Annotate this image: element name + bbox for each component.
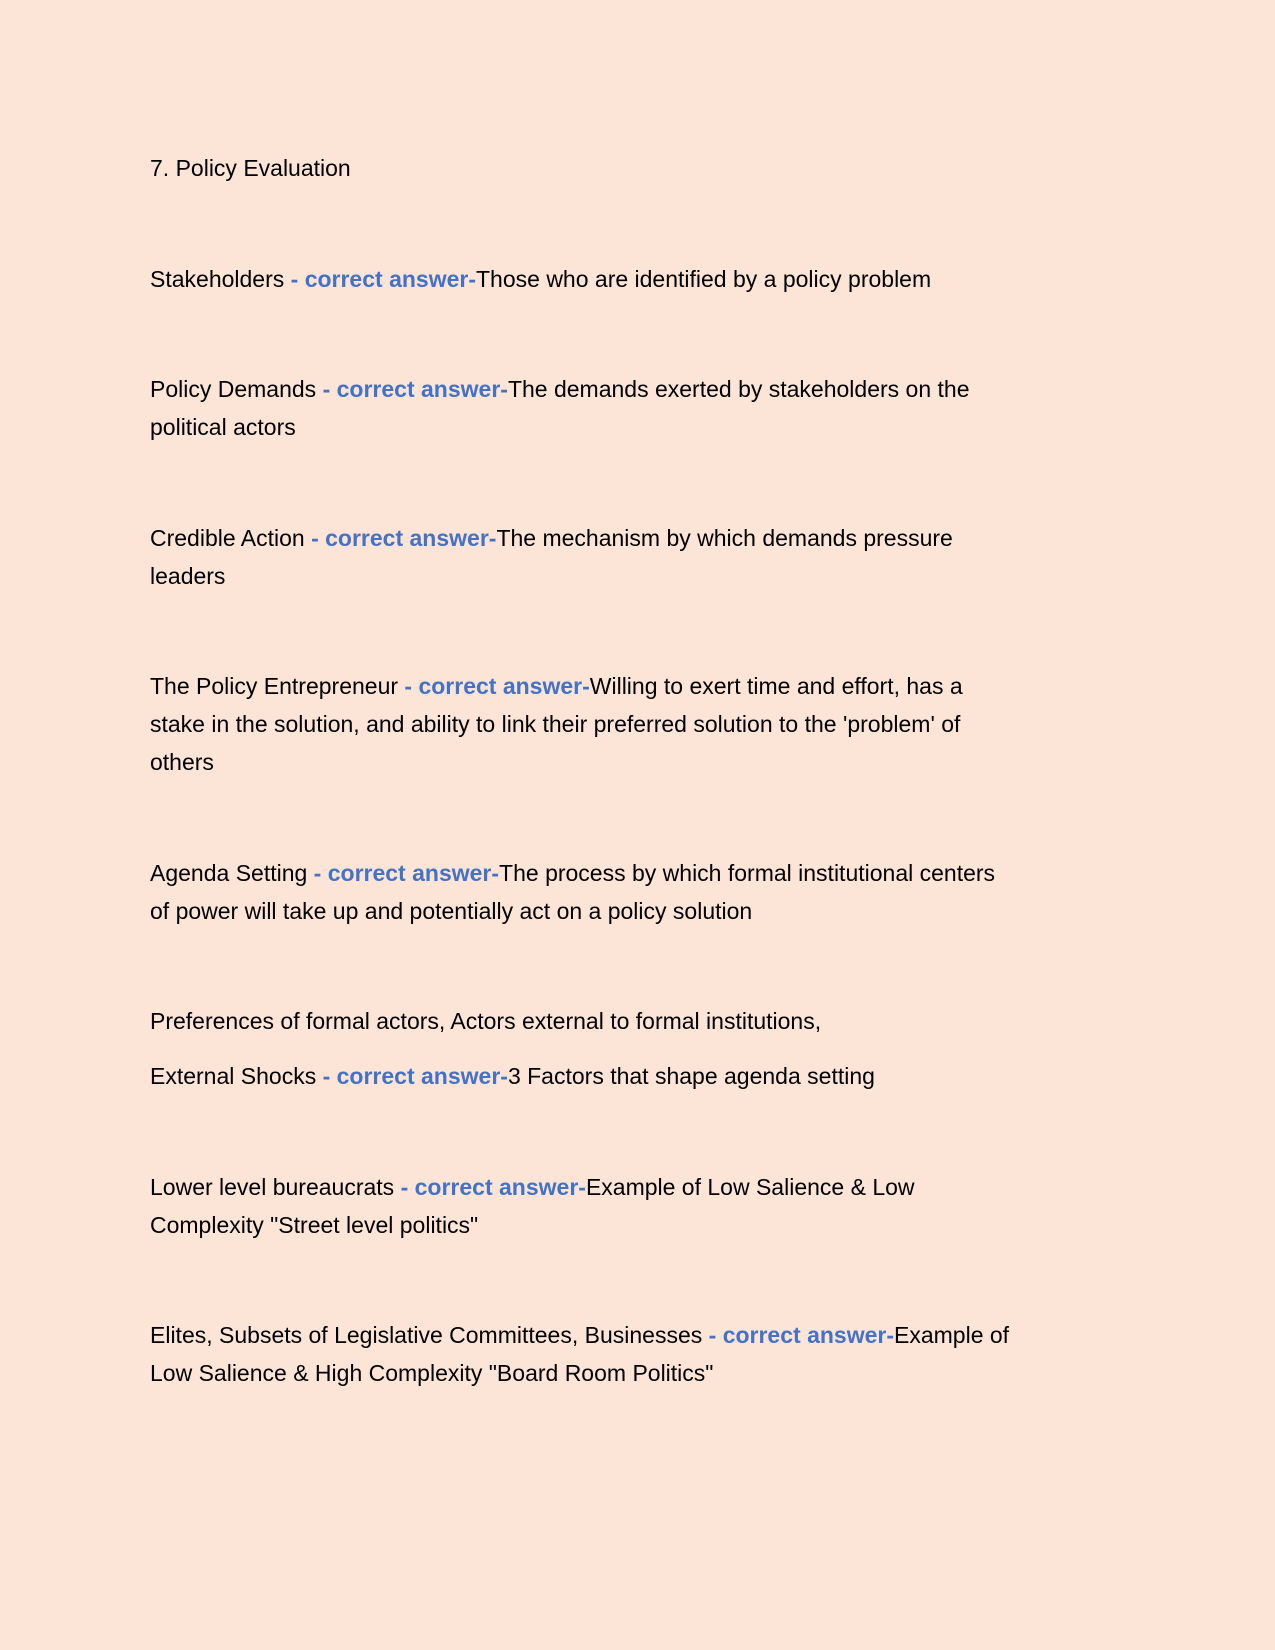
- term: Lower level bureaucrats: [150, 1174, 395, 1200]
- card-credible-action: [150, 519, 953, 595]
- card-policy-demands: [150, 370, 970, 446]
- answer-separator: - correct answer-: [307, 860, 500, 886]
- card-agenda-factors-cont: [150, 1057, 875, 1095]
- answer-separator: - correct answer-: [394, 1174, 586, 1200]
- definition: Those who are identified by a policy problem: [476, 266, 932, 292]
- definition: others: [150, 749, 214, 775]
- card-agenda-factors: [150, 1002, 821, 1040]
- answer-separator: - correct answer-: [702, 1322, 894, 1348]
- term: External Shocks: [150, 1063, 317, 1089]
- definition: stake in the solution, and ability to link their preferred solution to the 'problem' of: [150, 711, 961, 737]
- definition: Willing to exert time and effort, has a: [589, 673, 963, 699]
- term: Preferences of formal actors, Actors external to formal institutions,: [150, 1008, 822, 1034]
- card-stakeholders: [150, 260, 931, 298]
- term: Credible Action: [150, 525, 305, 551]
- definition: The mechanism by which demands pressure: [496, 525, 953, 551]
- term: Elites, Subsets of Legislative Committees, Businesses: [150, 1322, 703, 1348]
- page-title: 7. Policy Evaluation: [150, 155, 351, 181]
- definition: Low Salience & High Complexity "Board Room Politics": [150, 1360, 714, 1386]
- definition: The demands exerted by stakeholders on the: [507, 376, 970, 402]
- card-policy-entrepreneur: [150, 667, 963, 781]
- term: The Policy Entrepreneur: [150, 673, 399, 699]
- term: Stakeholders: [150, 266, 285, 292]
- definition: of power will take up and potentially act on a policy solution: [150, 898, 753, 924]
- card-elites: [150, 1316, 1009, 1392]
- definition: political actors: [150, 414, 296, 440]
- answer-separator: - correct answer-: [284, 266, 476, 292]
- definition: 3 Factors that shape agenda setting: [507, 1063, 875, 1089]
- definition: Example of Low Salience & Low: [585, 1174, 915, 1200]
- definition: The process by which formal institutional centers: [499, 860, 996, 886]
- definition: Example of: [894, 1322, 1010, 1348]
- definition: Complexity "Street level politics": [150, 1212, 479, 1238]
- answer-separator: - correct answer-: [304, 525, 497, 551]
- card-lower-level-bureaucrats: [150, 1168, 915, 1244]
- card-agenda-setting: [150, 854, 995, 930]
- answer-separator: - correct answer-: [398, 673, 590, 699]
- answer-separator: - correct answer-: [316, 1063, 508, 1089]
- term: Agenda Setting: [150, 860, 308, 886]
- answer-separator: - correct answer-: [316, 376, 508, 402]
- term: Policy Demands: [150, 376, 317, 402]
- definition: leaders: [150, 563, 226, 589]
